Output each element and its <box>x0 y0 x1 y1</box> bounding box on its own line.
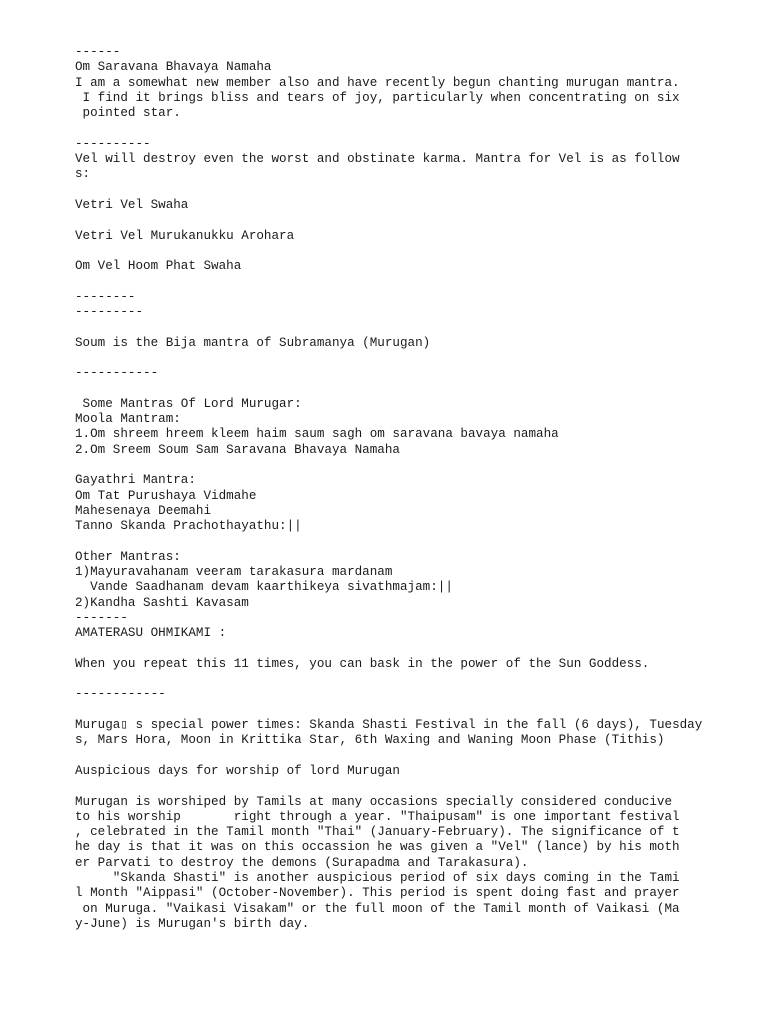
text-line: , celebrated in the Tamil month "Thai" (January-February). The significance of t <box>75 825 680 840</box>
text-line <box>75 458 755 473</box>
text-line: AMATERASU OHMIKAMI : <box>75 626 227 641</box>
text-line: Auspicious days for worship of lord Murugan <box>75 763 400 778</box>
text-line: 1.Om shreem hreem kleem haim saum sagh om saravana bavaya namaha <box>75 427 559 442</box>
text-line <box>75 274 755 289</box>
text-line <box>75 672 755 687</box>
text-line: Murugan is worshiped by Tamils at many occasions specially considered conducive <box>75 794 673 809</box>
text-line: Soum is the Bija mantra of Subramanya (Murugan) <box>75 335 431 350</box>
text-line: Moola Mantram: <box>75 412 181 427</box>
text-line <box>75 535 755 550</box>
text-line <box>75 351 755 366</box>
text-line: Tanno Skanda Prachothayathu:|| <box>75 519 302 534</box>
text-line: Vel will destroy even the worst and obstinate karma. Mantra for Vel is as follow <box>75 152 680 167</box>
text-line: Other Mantras: <box>75 549 181 564</box>
text-line: he day is that it was on this occassion he was given a "Vel" (lance) by his moth <box>75 840 680 855</box>
text-line: Muruga▯ s special power times: Skanda Shasti Festival in the fall (6 days), Tuesday <box>75 718 703 733</box>
text-line <box>75 320 755 335</box>
text-line <box>75 779 755 794</box>
text-line: Vande Saadhanam devam kaarthikeya sivathmajam:|| <box>75 580 453 595</box>
text-line: Vetri Vel Murukanukku Arohara <box>75 228 295 243</box>
text-line: ---------- <box>75 136 151 151</box>
text-line: to his worship right through a year. "Thaipusam" is one important festival <box>75 809 680 824</box>
text-line: -------- <box>75 289 136 304</box>
text-line: --------- <box>75 305 144 320</box>
text-line: ------ <box>75 45 121 59</box>
text-line <box>75 382 755 397</box>
text-line: on Muruga. "Vaikasi Visakam" or the full moon of the Tamil month of Vaikasi (Ma <box>75 901 680 916</box>
text-line: s, Mars Hora, Moon in Krittika Star, 6th Waxing and Waning Moon Phase (Tithis) <box>75 733 665 748</box>
text-line: s: <box>75 167 91 182</box>
text-line <box>75 121 755 136</box>
text-line: ----------- <box>75 366 159 381</box>
document-body <box>75 45 755 932</box>
text-line <box>75 213 755 228</box>
text-line: "Skanda Shasti" is another auspicious period of six days coming in the Tami <box>75 871 680 886</box>
text-line: ------------ <box>75 687 166 702</box>
text-line: pointed star. <box>75 106 181 121</box>
text-line: I find it brings bliss and tears of joy, particularly when concentrating on six <box>75 90 680 105</box>
text-line: Mahesenaya Deemahi <box>75 503 212 518</box>
text-line: When you repeat this 11 times, you can bask in the power of the Sun Goddess. <box>75 656 650 671</box>
text-line: Some Mantras Of Lord Murugar: <box>75 396 302 411</box>
text-line: 1)Mayuravahanam veeram tarakasura mardanam <box>75 565 393 580</box>
text-line <box>75 703 755 718</box>
text-line: Om Saravana Bhavaya Namaha <box>75 60 272 75</box>
text-line <box>75 749 755 764</box>
text-line: 2)Kandha Sashti Kavasam <box>75 595 249 610</box>
text-line: Om Vel Hoom Phat Swaha <box>75 259 242 274</box>
text-line <box>75 183 755 198</box>
text-line: y-June) is Murugan's birth day. <box>75 916 310 931</box>
text-line: Vetri Vel Swaha <box>75 197 189 212</box>
text-line: Gayathri Mantra: <box>75 473 196 488</box>
text-line: 2.Om Sreem Soum Sam Saravana Bhavaya Namaha <box>75 442 400 457</box>
text-line: er Parvati to destroy the demons (Surapadma and Tarakasura). <box>75 855 529 870</box>
text-line: ------- <box>75 610 128 625</box>
text-line: Om Tat Purushaya Vidmahe <box>75 488 257 503</box>
text-line: I am a somewhat new member also and have recently begun chanting murugan mantra. <box>75 75 680 90</box>
text-line <box>75 244 755 259</box>
text-line: l Month "Aippasi" (October-November). This period is spent doing fast and prayer <box>75 886 680 901</box>
text-line <box>75 642 755 657</box>
